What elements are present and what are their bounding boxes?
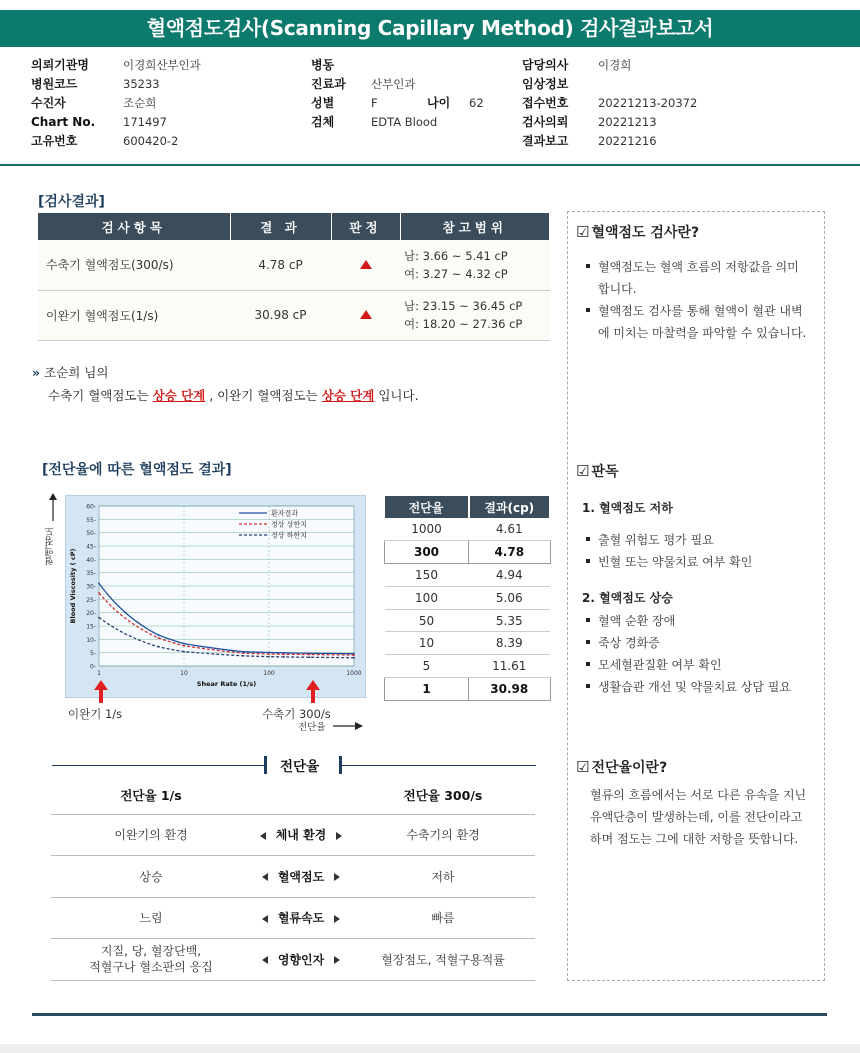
shear-value: 30.98 <box>469 678 551 701</box>
table-row <box>385 609 551 632</box>
shear-description: 혈류의 흐름에서는 서로 다른 유속을 지닌 유액단층이 발생하는데, 이를 전단이라고 하며 점도는 그에 대한 저항을 뜻합니다. <box>590 788 807 846</box>
table-row <box>51 897 535 939</box>
info-sidebar <box>567 211 825 981</box>
info-col-3 <box>522 56 697 151</box>
data-point <box>158 634 160 636</box>
arrow-right-icon <box>334 915 340 923</box>
what-heading <box>576 222 699 242</box>
legend-label: 정상 상한치 <box>271 520 308 529</box>
outer-x-axis-label: 전단율 <box>298 722 326 733</box>
compare-left: 상승 <box>51 856 251 898</box>
table-row <box>385 541 551 564</box>
y-tick-label: 35- <box>86 570 96 578</box>
info-value: 20221213-20372 <box>598 96 698 110</box>
checkbox-icon: ☑ <box>576 758 590 776</box>
list-item: 혈액점도 검사를 통해 혈액이 혈관 내벽에 미치는 마찰력을 파악할 수 있습니다. <box>582 300 810 344</box>
data-point <box>183 643 185 645</box>
table-row <box>385 518 551 541</box>
compare-left-line: 적혈구나 혈소판의 응집 <box>89 960 213 975</box>
shear-compare-table <box>51 777 535 981</box>
table-row <box>38 240 550 290</box>
low-list <box>582 529 810 573</box>
high-list <box>582 610 810 698</box>
info-value: 조순희 <box>123 96 157 110</box>
test-name: 이완기 혈액점도(1/s) <box>38 290 230 340</box>
table-row <box>51 814 535 856</box>
data-point <box>98 592 100 594</box>
data-point <box>158 637 160 639</box>
info-label: 병동 <box>311 58 335 72</box>
shear-rate: 300 <box>385 541 469 564</box>
chart-section-title: [전단율에 따른 혈액점도 결과] <box>42 462 232 478</box>
compare-mid <box>251 939 351 981</box>
info-label: Chart No. <box>31 115 96 129</box>
info-value: 20221213 <box>598 115 657 129</box>
test-name: 수축기 혈액점도(300/s) <box>38 240 230 290</box>
y-tick-label: 40- <box>86 556 96 564</box>
arrow-left-icon <box>262 873 268 881</box>
list-item: 죽상 경화증 <box>582 632 810 654</box>
data-point <box>268 653 270 655</box>
y-tick-label: 55- <box>86 516 96 524</box>
ref-male: 남: 23.15 ~ 36.45 cP <box>404 299 523 313</box>
shear-rate: 150 <box>385 564 469 587</box>
y-tick-label: 0- <box>90 663 96 671</box>
data-point <box>353 654 355 656</box>
arrow-right-icon <box>336 832 342 840</box>
ref-male: 남: 3.66 ~ 5.41 cP <box>404 248 508 263</box>
arrow-right-icon <box>334 956 340 964</box>
table-row <box>51 856 535 898</box>
info-value: 이경희 <box>598 58 632 72</box>
shear-compare-title <box>52 755 536 775</box>
y-tick-label: 20- <box>86 610 96 618</box>
y-tick-label: 60- <box>86 503 96 511</box>
table-row <box>385 564 551 587</box>
y-axis-arrow-icon <box>45 493 61 523</box>
shear-value: 5.06 <box>469 586 551 609</box>
summary-name: 조순희 님의 <box>44 365 109 380</box>
summary-text: 입니다. <box>378 388 419 403</box>
info-label: 임상정보 <box>522 77 569 91</box>
what-list <box>582 256 810 344</box>
y-tick-label: 25- <box>86 596 96 604</box>
low-title: 1. 혈액점도 저하 <box>582 501 673 515</box>
compare-mid-label: 혈액점도 <box>277 869 325 884</box>
list-item: 빈혈 또는 약물치료 여부 확인 <box>582 551 810 573</box>
divider <box>264 756 267 774</box>
y-tick-label: 5- <box>90 650 96 658</box>
arrow-right-icon <box>334 873 340 881</box>
compare-right: 저하 <box>351 856 535 898</box>
data-point <box>309 654 311 656</box>
info-label: 고유번호 <box>31 134 78 148</box>
what-title: 혈액점도 검사란? <box>591 225 700 241</box>
data-point <box>283 653 285 655</box>
diastolic-marker-arrow-icon <box>93 680 109 704</box>
list-item: 모세혈관질환 여부 확인 <box>582 654 810 676</box>
page-bottom-band <box>0 1044 860 1053</box>
compare-left: 느림 <box>51 897 251 939</box>
diastolic-status: 상승 단계 <box>321 388 375 403</box>
x-axis-label: Shear Rate (1/s) <box>196 680 257 688</box>
arrow-left-icon <box>262 915 268 923</box>
ref-female: 여: 3.27 ~ 4.32 cP <box>404 266 508 281</box>
info-value: 600420-2 <box>123 134 179 148</box>
info-label: 담당의사 <box>522 58 569 72</box>
outer-y-axis-label: 혈액점도 <box>45 527 56 565</box>
info-label: 결과보고 <box>522 134 569 148</box>
data-point <box>309 656 311 658</box>
report-title: 혈액점도검사(Scanning Capillary Method) 검사결과보고서 <box>0 10 860 47</box>
list-item: 혈액점도는 혈액 흐름의 저항값을 의미합니다. <box>582 256 810 300</box>
data-point <box>98 617 100 619</box>
shear-compare-title-text: 전단율 <box>280 759 320 775</box>
info-value: 171497 <box>123 115 167 129</box>
results-header: 참고범위 <box>400 213 550 240</box>
x-tick-label: 1000 <box>346 670 362 677</box>
checkbox-icon: ☑ <box>576 462 590 480</box>
compare-mid-label: 혈류속도 <box>277 911 325 926</box>
table-row <box>385 632 551 655</box>
list-item: 출혈 위험도 평가 필요 <box>582 529 810 551</box>
list-item: 혈액 순환 장애 <box>582 610 810 632</box>
shear-rate: 1000 <box>385 518 469 541</box>
shear-rate: 100 <box>385 586 469 609</box>
compare-right: 혈장점도, 적혈구용적률 <box>351 939 535 981</box>
judge-title: 판독 <box>591 464 619 480</box>
y-tick-label: 15- <box>86 623 96 631</box>
shear-header: 결과(cp) <box>469 496 551 518</box>
compare-mid <box>251 897 351 939</box>
age-label: 나이 <box>427 96 451 110</box>
high-title: 2. 혈액점도 상승 <box>582 591 673 605</box>
shear-value: 5.35 <box>469 609 551 632</box>
test-result: 30.98 cP <box>230 290 331 340</box>
divider <box>342 765 536 766</box>
table-row <box>385 586 551 609</box>
info-label: 접수번호 <box>522 96 569 110</box>
systolic-marker-arrow-icon <box>305 680 321 704</box>
diastolic-marker-label: 이완기 1/s <box>68 707 123 721</box>
shear-rate: 10 <box>385 632 469 655</box>
info-label: 검체 <box>311 115 335 129</box>
patient-info <box>0 54 860 166</box>
compare-left-header: 전단율 1/s <box>51 777 251 814</box>
table-row <box>385 678 551 701</box>
data-point <box>243 655 245 657</box>
x-axis-arrow-icon <box>333 720 363 732</box>
compare-left: 이완기의 환경 <box>51 814 251 856</box>
shear-value: 8.39 <box>469 632 551 655</box>
info-value: 이경희산부인과 <box>123 58 201 72</box>
increase-triangle-icon <box>360 310 372 319</box>
table-row <box>38 290 550 340</box>
double-chevron-icon: » <box>32 365 41 380</box>
arrow-left-icon <box>262 956 268 964</box>
viscosity-chart-svg <box>66 496 367 699</box>
info-label: 진료과 <box>311 77 346 91</box>
arrow-left-icon <box>260 832 266 840</box>
data-point <box>268 656 270 658</box>
shear-rate: 50 <box>385 609 469 632</box>
info-value: 35233 <box>123 77 160 91</box>
y-tick-label: 50- <box>86 530 96 538</box>
judgement-cell <box>331 290 400 340</box>
compare-mid <box>251 856 351 898</box>
shear-value: 11.61 <box>469 655 551 678</box>
age-value: 62 <box>469 96 484 110</box>
data-point <box>98 582 100 584</box>
x-tick-label: 10 <box>180 670 188 677</box>
list-item: 생활습관 개선 및 약물치료 상담 필요 <box>582 676 810 698</box>
results-header: 판정 <box>331 213 400 240</box>
ref-female: 여: 18.20 ~ 27.36 cP <box>404 317 523 331</box>
info-value: EDTA Blood <box>371 115 438 129</box>
compare-right-header: 전단율 300/s <box>351 777 535 814</box>
y-axis-label: Blood Viscosity ( cP) <box>69 548 77 624</box>
legend-label: 정상 하한치 <box>271 531 308 540</box>
data-point <box>283 656 285 658</box>
info-col-1 <box>31 56 201 151</box>
reference-range <box>400 240 550 290</box>
compare-mid-label: 체내 환경 <box>275 828 327 843</box>
checkbox-icon: ☑ <box>576 223 590 241</box>
systolic-status: 상승 단계 <box>152 388 206 403</box>
data-point <box>158 646 160 648</box>
compare-mid <box>251 814 351 856</box>
y-tick-label: 10- <box>86 636 96 644</box>
info-value: F <box>371 96 378 110</box>
data-point <box>243 652 245 654</box>
results-section-title: [검사결과] <box>38 194 105 210</box>
info-value: 20221216 <box>598 134 657 148</box>
compare-right: 빠름 <box>351 897 535 939</box>
test-result: 4.78 cP <box>230 240 331 290</box>
y-tick-label: 30- <box>86 583 96 591</box>
viscosity-chart <box>65 495 366 698</box>
data-point <box>353 657 355 659</box>
legend-label: 환자결과 <box>271 509 299 518</box>
shear-rate: 1 <box>385 678 469 701</box>
info-label: 수진자 <box>31 96 66 110</box>
result-summary <box>32 363 419 404</box>
increase-triangle-icon <box>360 260 372 269</box>
info-value: 산부인과 <box>371 77 416 91</box>
results-table <box>38 213 550 341</box>
shear-rate-table <box>384 496 551 701</box>
systolic-marker-label: 수축기 300/s <box>262 707 331 721</box>
info-label: 의뢰기관명 <box>31 58 89 72</box>
data-point <box>183 645 185 647</box>
shear-value: 4.94 <box>469 564 551 587</box>
compare-left <box>51 939 251 981</box>
x-tick-label: 100 <box>263 670 275 677</box>
shear-heading <box>576 757 667 777</box>
summary-text: 수축기 혈액점도는 <box>48 388 149 403</box>
info-label: 성별 <box>311 96 335 110</box>
shear-value: 4.61 <box>469 518 551 541</box>
compare-left-line: 지질, 당, 혈장단백, <box>100 944 202 959</box>
table-row <box>51 939 535 981</box>
x-tick-label: 1 <box>97 670 101 677</box>
summary-text: , 이완기 혈액점도는 <box>209 388 318 403</box>
data-point <box>183 651 185 653</box>
results-header: 검사항목 <box>38 213 230 240</box>
compare-mid-label: 영향인자 <box>277 952 325 967</box>
reference-range <box>400 290 550 340</box>
shear-value: 4.78 <box>469 541 551 564</box>
info-label: 검사의뢰 <box>522 115 569 129</box>
info-col-2 <box>311 56 484 132</box>
shear-rate: 5 <box>385 655 469 678</box>
results-header: 결 과 <box>230 213 331 240</box>
judgement-cell <box>331 240 400 290</box>
y-tick-label: 45- <box>86 543 96 551</box>
compare-right: 수축기의 환경 <box>351 814 535 856</box>
footer-divider <box>32 1013 827 1016</box>
info-label: 병원코드 <box>31 77 78 91</box>
divider <box>52 765 264 766</box>
shear-title: 전단율이란? <box>591 760 668 776</box>
judge-heading <box>576 461 619 481</box>
shear-header: 전단율 <box>385 496 469 518</box>
compare-mid-header <box>251 777 351 814</box>
table-row <box>385 655 551 678</box>
